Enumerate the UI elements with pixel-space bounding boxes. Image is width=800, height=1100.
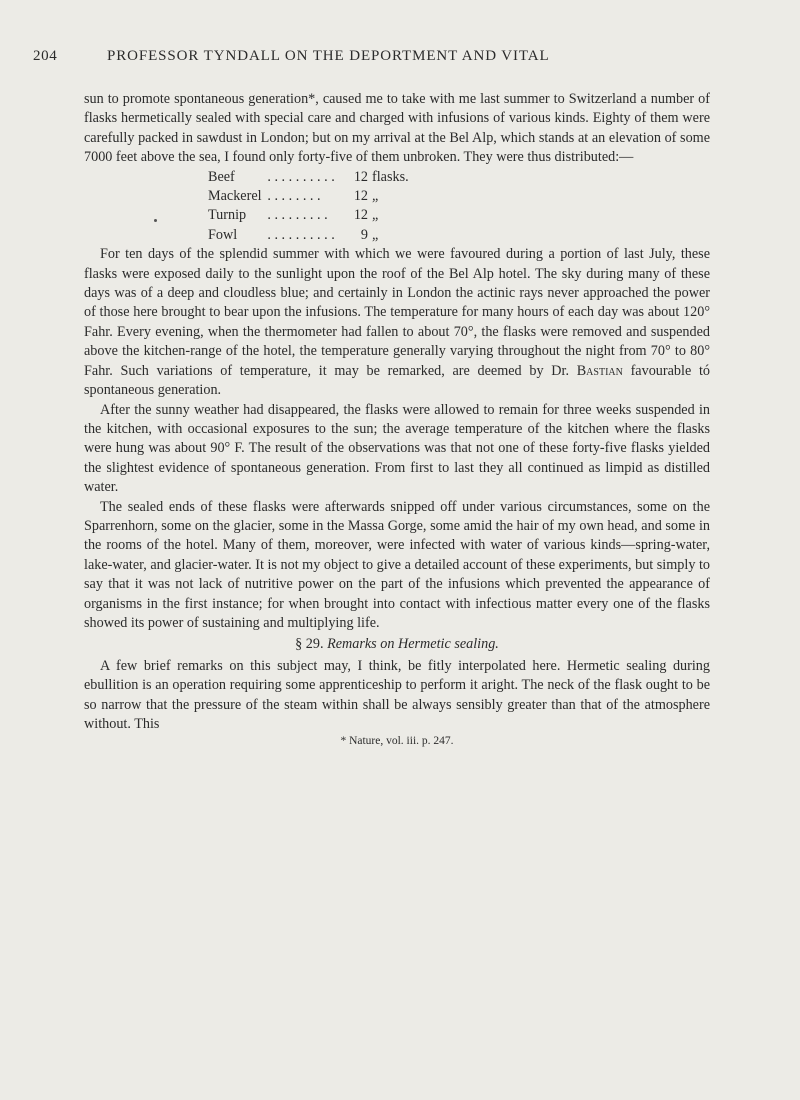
paragraph-2-text-a: For ten days of the splendid summer with which we were favoured during a portion of last July, these flasks were exposed daily to the sunlight upon the roof of the Bel Alp hotel. The sky during many of these days was of a deep and cloudless blue; and certainly in London the actinic rays never approached the power of those here brought to bear upon the infusions. The temperature for many hours of each day was about 120° Fahr. Every evening, when the thermometer had fallen to about 70°, the flasks were removed and suspended above the kitchen-range of the hotel, the temperature generally varying throughout the night from 70° to 80° Fahr. Such variations of temperature, it may be remarked, are deemed by Dr.	[84, 246, 710, 379]
flask-unit: „	[372, 207, 379, 224]
flask-type: Mackerel	[208, 188, 262, 205]
paragraph-5: A few brief remarks on this subject may, I think, be fitly interpolated here. Hermetic sealing during ebullition is an operation requiring some apprenticeship to perform it aright. The neck of the flask ought to be so narrow that the pressure of the steam within shall be always sensibly greater than that of the atmosphere without. This	[84, 657, 710, 732]
stray-mark	[154, 219, 157, 222]
dot-leader: . . . . . . . . . .	[267, 226, 335, 243]
flask-row	[208, 206, 418, 225]
flask-type: Turnip	[208, 207, 247, 224]
section-number: § 29.	[295, 636, 324, 653]
flask-row	[208, 226, 418, 245]
running-title: PROFESSOR TYNDALL ON THE DEPORTMENT AND VITAL	[107, 48, 550, 64]
author-name-bastian: Bastian	[576, 362, 623, 379]
flask-distribution-table	[208, 168, 418, 246]
dot-leader: . . . . . . . .	[267, 188, 321, 205]
flask-count: 9	[360, 226, 368, 243]
flask-type: Fowl	[208, 226, 238, 243]
flask-count: 12	[353, 207, 368, 224]
flask-count: 12	[353, 168, 368, 185]
body-text	[84, 90, 710, 748]
flask-unit: flasks.	[372, 168, 409, 185]
paragraph-4: The sealed ends of these flasks were afterwards snipped off under various circumstances, some on the Sparrenhorn, some on the glacier, some in the Massa Gorge, some amid the hair of my own head, and some in the rooms of the hotel. Many of them, moreover, were infected with water of various kinds—spring-water, lake-water, and glacier-water. It is not my object to give a detailed account of these experiments, but simply to say that it was not lack of nutritive power on the part of the infusions which prevented the appearance of organisms in the first instance; for when brought into contact with infectious matter every one of the flasks showed its power of sustaining and multiplying life.	[84, 498, 710, 631]
page-number: 204	[33, 48, 58, 64]
paragraph-3: After the sunny weather had disappeared, the flasks were allowed to remain for three weeks suspended in the kitchen, with occasional exposures to the sun; the average temperature of the kitchen where the flasks were hung was about 90° F. The result of the observations was that not one of these forty-five flasks yielded the slightest evidence of spontaneous generation. From first to last they all continued as limpid as distilled water.	[84, 401, 710, 496]
paragraph-2	[84, 245, 710, 400]
dot-leader: . . . . . . . . .	[267, 207, 328, 224]
section-heading	[84, 635, 710, 654]
footnote: * Nature, vol. iii. p. 247.	[340, 735, 454, 748]
flask-count: 12	[353, 188, 368, 205]
flask-row	[208, 168, 418, 187]
paragraph-2-text-b: favourable tó spontaneous generation.	[84, 362, 710, 399]
section-title: Remarks on Hermetic sealing.	[327, 636, 499, 653]
flask-unit: „	[372, 226, 379, 243]
flask-type: Beef	[208, 168, 235, 185]
flask-row	[208, 187, 418, 206]
paragraph-1: sun to promote spontaneous generation*, caused me to take with me last summer to Switzerland a number of flasks hermetically sealed with special care and charged with infusions of various kinds. Eighty of them were carefully packed in sawdust in London; but on my arrival at the Bel Alp, which stands at an elevation of some 7000 feet above the sea, I found only forty-five of them unbroken. They were thus distributed:—	[84, 91, 710, 166]
flask-unit: „	[372, 188, 379, 205]
dot-leader: . . . . . . . . . .	[267, 168, 335, 185]
